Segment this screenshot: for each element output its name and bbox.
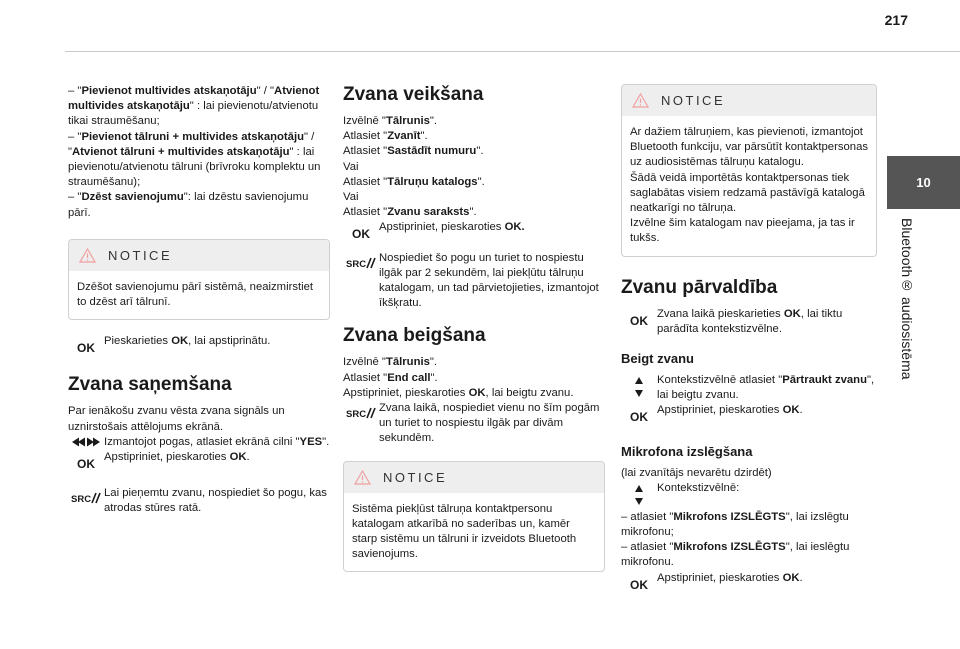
notice-title: NOTICE <box>661 92 726 108</box>
up-down-arrows-icon <box>621 481 657 506</box>
subsection-title: Beigt zvanu <box>621 351 694 367</box>
confirm-step: OK Apstipriniet, pieskaroties OK. <box>621 571 877 593</box>
ok-step: OK Zvana laikā pieskarieties OK, lai tiktu parādīta kontekstizvēlne. <box>621 307 877 337</box>
left-right-arrows-icon <box>68 435 104 447</box>
ok-icon: OK <box>630 410 648 425</box>
menu-option-1: – "Pievienot multivides atskaņotāju" / "Atvienot multivides atskaņotāju" : lai pievienotu/atvienotu tikai straumēšanu; <box>68 85 320 128</box>
column-3: NOTICE Ar dažiem tālruņiem, kas pievienoti, izmantojot Bluetooth funkciju, var pārsūtīt kontaktpersonas uz audiosistēmas tālruņu katalogu. Šādā veidā importētās kontaktpersonas tiek saglabātas visiem redzamā pastāvīgā katalogā neatkarīgi no tālruņa. Izvēlne šim katalogam nav pieejama, ja tas ir tukšs. Zvanu pārvaldība OK Zvana laikā pieskarieties OK, lai tiktu parādīta kontekstizvēlne. Beigt zvanu Kontekstizvēlnē atlasiet "Pārtraukt zvanu", lai beigtu zvanu. OK Apstipriniet, pieskaroties OK. Mikrofona izslēgšana (lai zvanītājs nevarētu dzirdēt) Kontekstizvēlnē: – atlasiet "Mikrofons IZSLĒGTS", lai izslēgtu mikrofonu; – atlasiet "Mikrofons IZSLĒGTS", lai ieslēgtu mikrofonu. OK Apstipriniet, pieskaroties OK. <box>621 84 877 593</box>
chapter-title: Bluetooth® audiosistēma <box>899 218 915 380</box>
notice-box <box>621 84 877 257</box>
src-phone-icon <box>343 401 379 419</box>
ok-icon: OK <box>630 313 648 328</box>
top-divider <box>65 51 960 52</box>
intro-text: Par ienākošu zvanu vēsta zvana signāls un uznirstošais attēlojums ekrānā. <box>68 405 285 433</box>
page-number: 217 <box>884 12 908 28</box>
notice-text: Izvēlne šim katalogam nav pieejama, ja tas ir tukšs. <box>630 217 855 245</box>
notice-text: Dzēšot savienojumu pārī sistēmā, neaizmirstiet to dzēst arī tālrunī. <box>77 280 314 309</box>
notice-text: Šādā veidā importētās kontaktpersonas tiek saglabātas visiem redzamā pastāvīgā katalogā neatkarīgi no tālruņa. <box>630 171 865 215</box>
section-title: Zvana beigšana <box>343 325 486 347</box>
src-step: SRC Lai pieņemtu zvanu, nospiediet šo pogu, kas atrodas stūres ratā. <box>68 486 330 516</box>
svg-text:SRC: SRC <box>346 409 367 420</box>
svg-text:SRC: SRC <box>346 258 367 269</box>
menu-option-2: – "Pievienot tālruni + multivides atskaņotāju" / "Atvienot tālruni + multivides atskaņotāju" : lai pievienotu/atvienotu tālruni (brīvroku komplektu un straumēšanu); <box>68 130 321 189</box>
warning-icon <box>354 470 371 485</box>
chapter-tab: 10 <box>887 156 960 209</box>
arrows-step: Kontekstizvēlnē: <box>621 481 877 506</box>
notice-title: NOTICE <box>108 247 173 263</box>
notice-text: Ar dažiem tālruņiem, kas pievienoti, izmantojot Bluetooth funkciju, var pārsūtīt kontaktpersonas uz audiosistēmas tālruņu katalogu. <box>630 126 868 169</box>
subsection-title: Mikrofona izslēgšana <box>621 443 753 459</box>
section-title: Zvana saņemšana <box>68 374 232 396</box>
menu-option-3: – "Dzēst savienojumu": lai dzēstu savienojumu pārī. <box>68 191 309 219</box>
notice-box <box>68 239 330 320</box>
src-phone-icon <box>343 251 379 269</box>
ok-icon: OK <box>352 227 370 242</box>
ok-icon: OK <box>630 577 648 592</box>
confirm-step: OK Apstipriniet, pieskaroties OK. <box>621 403 877 425</box>
warning-icon <box>79 248 96 263</box>
notice-box <box>343 461 605 573</box>
column-1 <box>68 84 330 517</box>
warning-icon <box>632 93 649 108</box>
confirm-step: OK Apstipriniet, pieskaroties OK. <box>68 450 330 472</box>
src-step: SRC Nospiediet šo pogu un turiet to nospiestu ilgāk par 2 sekundēm, lai piekļūtu tālruņu katalogam, un tad pārvietojieties, izmantojot īkšķratu. <box>343 251 605 312</box>
notice-title: NOTICE <box>383 469 448 485</box>
arrows-step: Kontekstizvēlnē atlasiet "Pārtraukt zvanu", lai beigtu zvanu. <box>621 373 877 403</box>
svg-text:SRC: SRC <box>71 494 92 505</box>
confirm-step: OK Apstipriniet, pieskaroties OK. <box>343 220 605 242</box>
src-phone-icon <box>68 486 104 504</box>
column-2: Zvana veikšana Izvēlnē "Tālrunis". Atlasiet "Zvanīt". Atlasiet "Sastādīt numuru". Vai Atlasiet "Tālruņu katalogs". Vai Atlasiet "Zvanu saraksts". OK Apstipriniet, pieskaroties OK. SRC Nospiediet šo pogu un turiet to nospiestu ilgāk par 2 sekundēm, lai piekļūtu tālruņu katalogam, un tad pārvietojieties, izmantojot īkšķratu. Zvana beigšana Izvēlnē "Tālrunis". Atlasiet "End call". Apstipriniet, pieskaroties OK, lai beigtu zvanu. SRC Zvana laikā, nospiediet vienu no šīm pogām un turiet to nospiestu ilgāk par divām sekundēm. NOTICE Sistēma piekļūst tālruņa kontaktpersonu katalogam atkarībā no saderības un, kamēr starp sistēmu un tālruni ir izveidots Bluetooth savienojums. <box>343 84 605 572</box>
arrows-step: Izmantojot pogas, atlasiet ekrānā cilni "YES". <box>68 435 330 450</box>
ok-step: OK Pieskarieties OK, lai apstiprinātu. <box>68 334 330 356</box>
notice-text: Sistēma piekļūst tālruņa kontaktpersonu katalogam atkarībā no saderības un, kamēr starp sistēmu un tālruni ir izveidots Bluetooth savienojums. <box>352 502 577 561</box>
up-down-arrows-icon <box>621 373 657 398</box>
section-title: Zvana veikšana <box>343 84 484 105</box>
section-title: Zvanu pārvaldība <box>621 276 778 298</box>
ok-icon: OK <box>77 457 95 472</box>
ok-icon: OK <box>77 341 95 356</box>
src-step: SRC Zvana laikā, nospiediet vienu no šīm pogām un turiet to nospiestu ilgāk par divām sekundēm. <box>343 401 605 447</box>
